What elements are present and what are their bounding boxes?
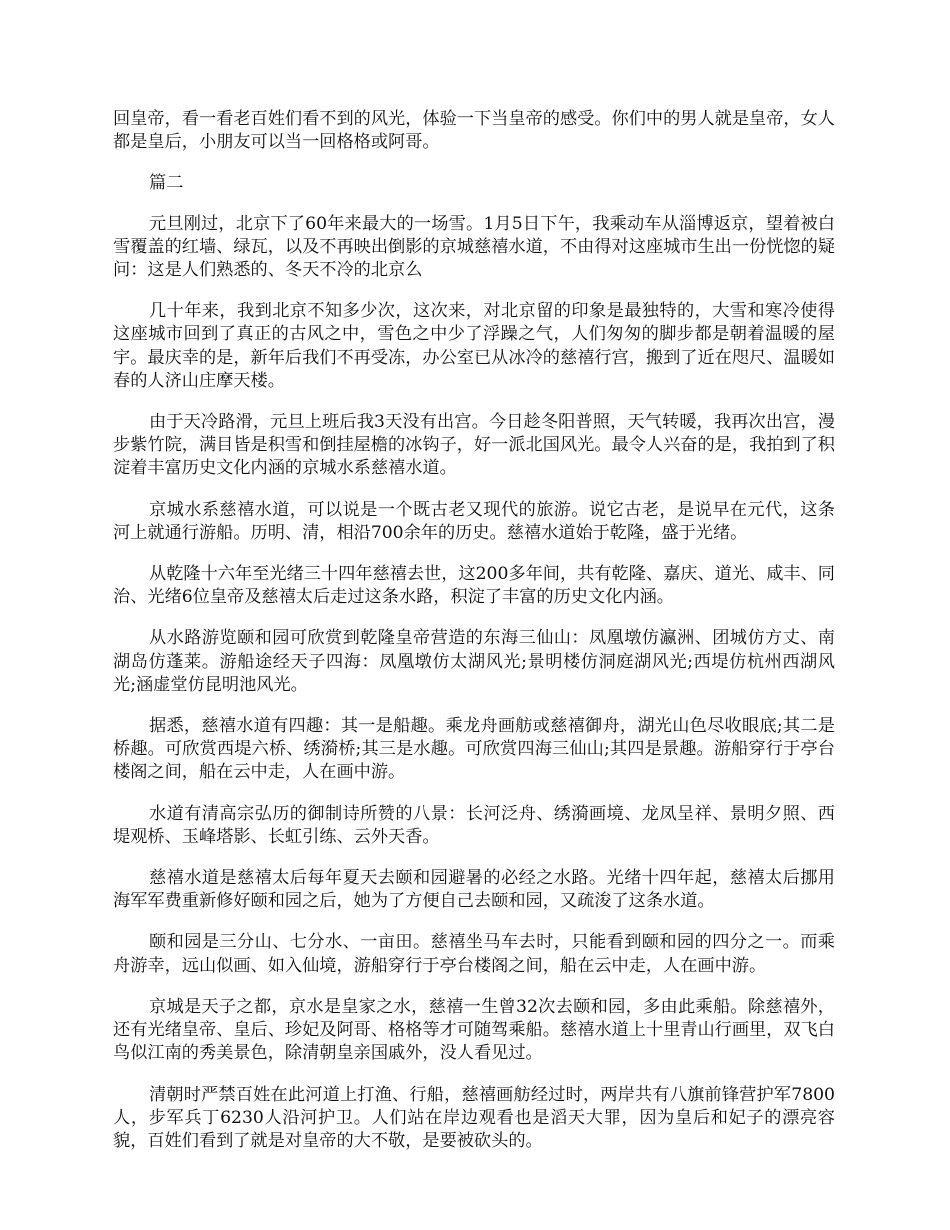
paragraph: 几十年来，我到北京不知多少次，这次来，对北京留的印象是最独特的，大雪和寒冷使得这座城市回到了真正的古风之中，雪色之中少了浮躁之气，人们匆匆的脚步都是朝着温暖的屋宇。最庆幸的是，新年后我们不再受冻，办公室已从冰冷的慈禧行宫，搬到了近在咫尺、温暖如春的人济山庄摩天楼。 (113, 301, 835, 391)
paragraph: 由于天冷路滑，元旦上班后我3天没有出宫。今日趁冬阳普照，天气转暖，我再次出宫，漫步紫竹院，满目皆是积雪和倒挂屋檐的冰钩子，好一派北国风光。最令人兴奋的是，我拍到了积淀着丰富历史文化内涵的京城水系慈禧水道。 (113, 412, 835, 479)
paragraph: 颐和园是三分山、七分水、一亩田。慈禧坐马车去时，只能看到颐和园的四分之一。而乘舟游幸，远山似画、如入仙境，游船穿行于亭台楼阁之间，船在云中走，人在画中游。 (113, 932, 835, 976)
paragraph: 水道有清高宗弘历的御制诗所赞的八景：长河泛舟、绣漪画境、龙凤呈祥、景明夕照、西堤观桥、玉峰塔影、长虹引练、云外天香。 (113, 803, 835, 847)
section-heading: 篇二 (149, 173, 184, 194)
paragraph: 清朝时严禁百姓在此河道上打渔、行船，慈禧画舫经过时，两岸共有八旗前锋营护军7800人，步军兵丁6230人沿河护卫。人们站在岸边观看也是滔天大罪，因为皇后和妃子的漂亮容貌，百姓们看到了就是对皇帝的大不敬，是要被砍头的。 (113, 1084, 835, 1151)
paragraph: 据悉，慈禧水道有四趣：其一是船趣。乘龙舟画舫或慈禧御舟，湖光山色尽收眼底;其二是桥趣。可欣赏西堤六桥、绣漪桥;其三是水趣。可欣赏四海三仙山;其四是景趣。游船穿行于亭台楼阁之间，船在云中走，人在画中游。 (113, 716, 835, 783)
paragraph: 从乾隆十六年至光绪三十四年慈禧去世，这200多年间，共有乾隆、嘉庆、道光、咸丰、同治、光绪6位皇帝及慈禧太后走过这条水路，积淀了丰富的历史文化内涵。 (113, 564, 835, 608)
paragraph: 元旦刚过，北京下了60年来最大的一场雪。1月5日下午，我乘动车从淄博返京，望着被白雪覆盖的红墙、绿瓦，以及不再映出倒影的京城慈禧水道，不由得对这座城市生出一份恍惚的疑问：这是人们熟悉的、冬天不冷的北京么 (113, 213, 835, 281)
paragraph: 京城是天子之都，京水是皇家之水，慈禧一生曾32次去颐和园，多由此乘船。除慈禧外，还有光绪皇帝、皇后、珍妃及阿哥、格格等才可随驾乘船。慈禧水道上十里青山行画里，双飞白鸟似江南的秀美景色，除清朝皇亲国戚外，没人看见过。 (113, 996, 835, 1064)
document-body (113, 108, 835, 1171)
paragraph: 慈禧水道是慈禧太后每年夏天去颐和园避暑的必经之水路。光绪十四年起，慈禧太后挪用海军军费重新修好颐和园之后，她为了方便自己去颐和园，又疏浚了这条水道。 (113, 868, 835, 912)
paragraph: 京城水系慈禧水道，可以说是一个既古老又现代的旅游。说它古老，是说早在元代，这条河上就通行游船。历明、清，相沿700余年的历史。慈禧水道始于乾隆，盛于光绪。 (113, 499, 835, 543)
paragraph: 从水路游览颐和园可欣赏到乾隆皇帝营造的东海三仙山：凤凰墩仿瀛洲、团城仿方丈、南湖岛仿蓬莱。游船途经天子四海：凤凰墩仿太湖风光;景明楼仿洞庭湖风光;西堤仿杭州西湖风光;涵虚堂仿昆明池风光。 (113, 628, 835, 695)
paragraph-continuation: 回皇帝，看一看老百姓们看不到的风光，体验一下当皇帝的感受。你们中的男人就是皇帝，女人都是皇后，小朋友可以当一回格格或阿哥。 (113, 109, 835, 153)
